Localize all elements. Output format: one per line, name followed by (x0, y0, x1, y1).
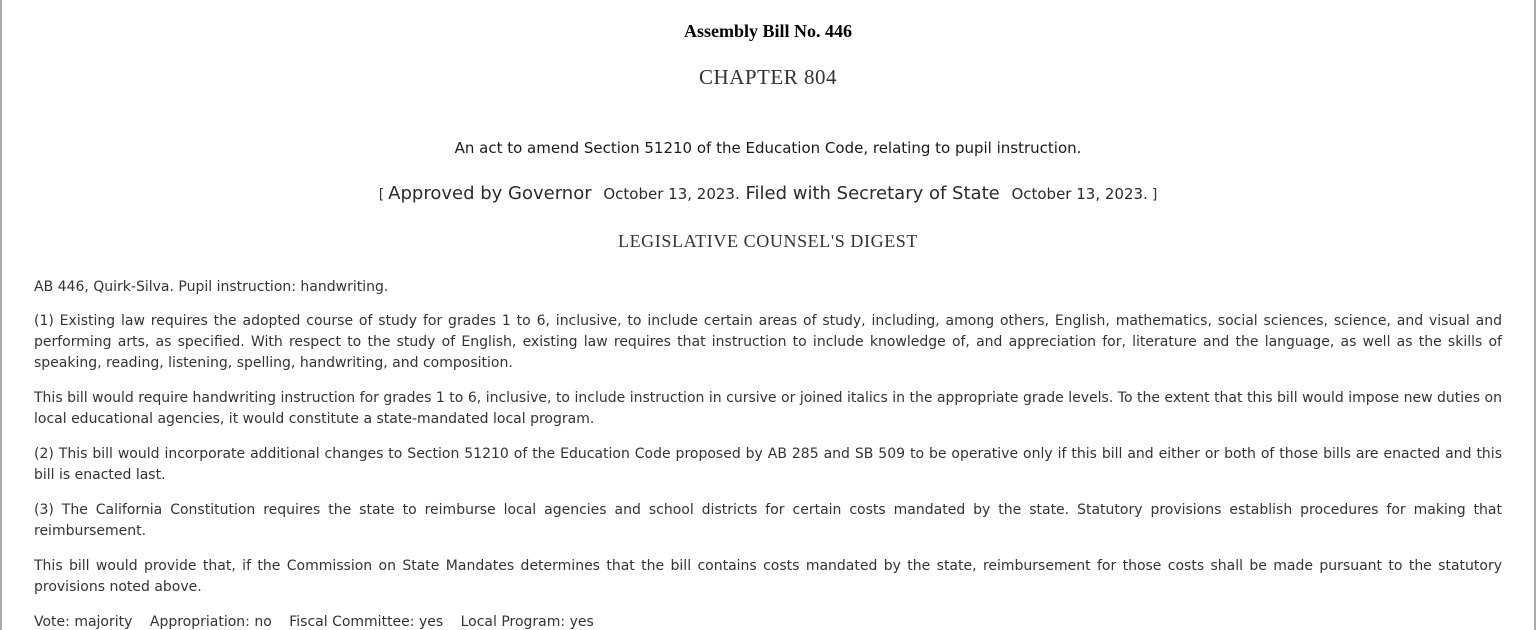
approval-open-bracket: [ (378, 187, 385, 203)
digest-paragraph-2: This bill would require handwriting instruction for grades 1 to 6, inclusive, to include instruction in cursive or joined italics in the appropriate grade levels. To the extent that this bill would impose new duties on local educational agencies, it would constitute a state-mandated local program. (34, 390, 1502, 427)
local-program-item: Local Program: yes (460, 614, 594, 630)
digest-paragraph-1: (1) Existing law requires the adopted course of study for grades 1 to 6, inclusive, to include certain areas of study, including, among others, English, mathematics, social sciences, science, and visual and performing arts, as specified. With respect to the study of English, existing law requires that instruction to include knowledge of, and appreciation for, literature and the language, as well as the skills of speaking, reading, listening, spelling, handwriting, and composition. (34, 313, 1502, 371)
digest-paragraph-4: (3) The California Constitution requires the state to reimburse local agencies and school districts for certain costs mandated by the state. Statutory provisions establish procedures for making that reimbursement. (34, 502, 1502, 539)
approved-date: October 13, 2023. (603, 185, 740, 203)
digest-paragraph-3: (2) This bill would incorporate additional changes to Section 51210 of the Education Code proposed by AB 285 and SB 509 to be operative only if this bill and either or both of those bills are enacted and this bill is enacted last. (34, 446, 1502, 483)
filed-date: October 13, 2023. (1011, 185, 1148, 203)
chapter-heading: CHAPTER 804 (699, 65, 837, 89)
bill-title: Assembly Bill No. 446 (683, 21, 852, 41)
digest-body (34, 277, 1502, 630)
approval-line (34, 183, 1502, 206)
appropriation-item: Appropriation: no (149, 614, 272, 630)
approved-by-governor-label: Approved by Governor (388, 183, 592, 204)
vote-summary-line (34, 612, 1502, 630)
filed-with-secretary-label: Filed with Secretary of State (745, 183, 1000, 204)
fiscal-committee-item: Fiscal Committee: yes (289, 614, 444, 630)
act-summary-line: An act to amend Section 51210 of the Education Code, relating to pupil instruction. (454, 139, 1082, 157)
digest-paragraph-5: This bill would provide that, if the Commission on State Mandates determines that the bill contains costs mandated by the state, reimbursement for those costs shall be made pursuant to the statutory provisions noted above. (34, 558, 1502, 595)
legislative-counsel-digest-heading: LEGISLATIVE COUNSEL'S DIGEST (617, 231, 919, 251)
digest-intro-line: AB 446, Quirk-Silva. Pupil instruction: handwriting. (34, 279, 389, 295)
vote-item: Vote: majority (34, 614, 133, 630)
approval-close-bracket: ] (1151, 187, 1158, 203)
